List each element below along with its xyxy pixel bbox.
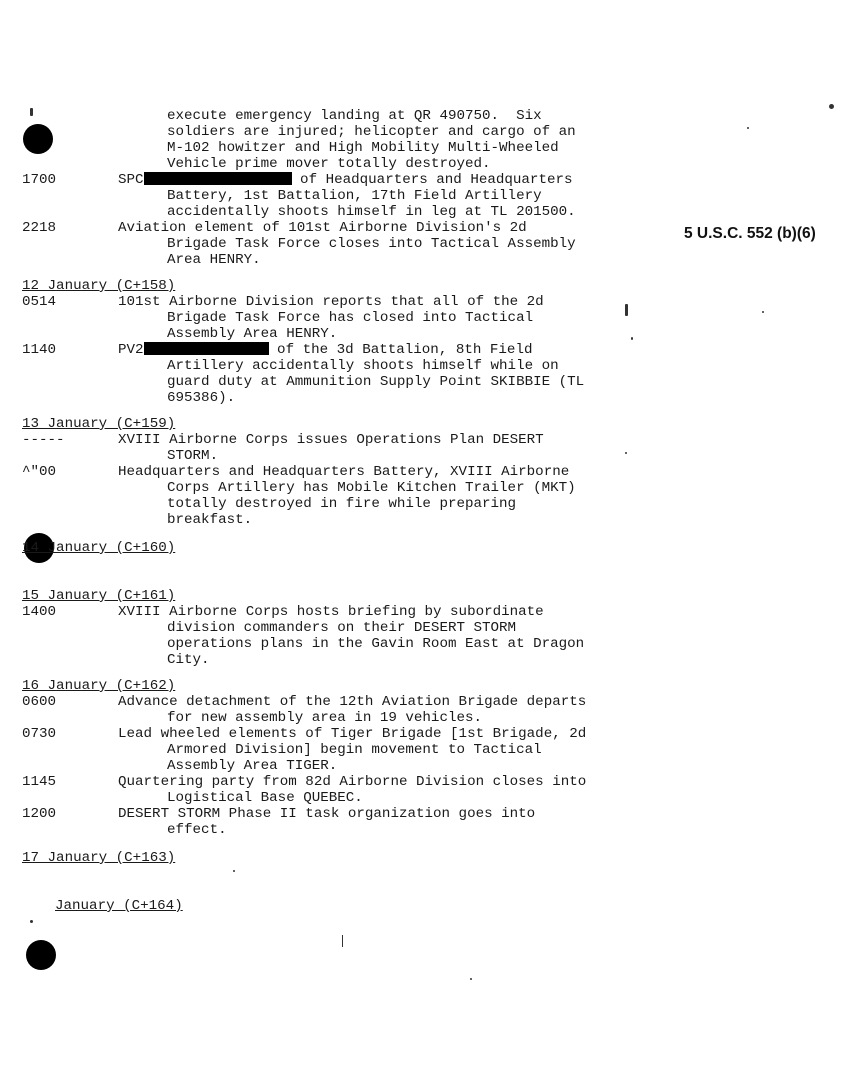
entry-lead-line: XVIII Airborne Corps issues Operations Plan DESERT [118,432,544,448]
entry-lead-line [118,172,573,188]
entry-continuation-line: Brigade Task Force has closed into Tactical [167,310,534,326]
entry-continuation-line: Area HENRY. [167,252,261,268]
foia-exemption-stamp: 5 U.S.C. 552 (b)(6) [684,225,816,242]
entry-lead-text-after-redaction: of the 3d Battalion, 8th Field [268,342,533,358]
scan-speck [747,127,749,129]
entry-lead-line: Lead wheeled elements of Tiger Brigade [1st Brigade, 2d [118,726,587,742]
scan-speck [625,452,627,454]
entry-continuation-line: breakfast. [167,512,253,528]
entry-continuation-line: City. [167,652,210,668]
entry-time: ----- [22,432,65,448]
entry-continuation-line: Logistical Base QUEBEC. [167,790,363,806]
scan-speck [30,108,33,116]
day-header: 15 January (C+161) [22,588,176,604]
redaction-bar [144,172,292,185]
entry-continuation-line: division commanders on their DESERT STORM [167,620,517,636]
entry-continuation-line: Battery, 1st Battalion, 17th Field Artillery [167,188,542,204]
day-header: 14 January (C+160) [22,540,176,556]
entry-continuation-line: execute emergency landing at QR 490750. Six [167,108,542,124]
entry-continuation-line: soldiers are injured; helicopter and cargo of an [167,124,576,140]
entry-lead-line: XVIII Airborne Corps hosts briefing by subordinate [118,604,544,620]
scan-speck [233,870,235,872]
entry-time: 0600 [22,694,57,710]
hole-punch-bottom [26,940,56,970]
entry-lead-line [118,342,532,358]
entry-continuation-line: accidentally shoots himself in leg at TL 201500. [167,204,576,220]
entry-continuation-line: operations plans in the Gavin Room East at Dragon [167,636,585,652]
entry-continuation-line: Assembly Area HENRY. [167,326,338,342]
day-header: 17 January (C+163) [22,850,176,866]
entry-continuation-line: STORM. [167,448,219,464]
day-header: 12 January (C+158) [22,278,176,294]
entry-continuation-line: Assembly Area TIGER. [167,758,338,774]
scan-speck [470,978,472,980]
entry-lead-line: Quartering party from 82d Airborne Division closes into [118,774,587,790]
entry-time: ^"00 [22,464,57,480]
entry-time: 1400 [22,604,57,620]
entry-lead-line: Advance detachment of the 12th Aviation Brigade departs [118,694,587,710]
scan-speck [625,304,628,316]
entry-continuation-line: Brigade Task Force closes into Tactical Assembly [167,236,576,252]
scan-speck [762,311,764,313]
entry-continuation-line: 695386). [167,390,236,406]
entry-time: 0514 [22,294,57,310]
day-header: 13 January (C+159) [22,416,176,432]
redaction-bar [144,342,269,355]
entry-lead-text-after-redaction: of Headquarters and Headquarters [291,172,573,188]
entry-continuation-line: Armored Division] begin movement to Tactical [167,742,542,758]
day-header: January (C+164) [55,898,183,914]
entry-time: 1140 [22,342,57,358]
entry-lead-line: 101st Airborne Division reports that all of the 2d [118,294,544,310]
entry-continuation-line: guard duty at Ammunition Supply Point SKIBBIE (TL [167,374,585,390]
scan-speck [342,935,343,947]
entry-continuation-line: effect. [167,822,227,838]
entry-lead-line: Aviation element of 101st Airborne Division's 2d [118,220,527,236]
entry-continuation-line: totally destroyed in fire while preparing [167,496,517,512]
day-header: 16 January (C+162) [22,678,176,694]
entry-continuation-line: M-102 howitzer and High Mobility Multi-Wheeled [167,140,559,156]
entry-lead-line: Headquarters and Headquarters Battery, XVIII Airborne [118,464,570,480]
entry-lead-text: PV2 [118,342,144,358]
entry-time: 1145 [22,774,57,790]
entry-lead-line: DESERT STORM Phase II task organization goes into [118,806,536,822]
entry-time: 2218 [22,220,57,236]
hole-punch-top [23,124,53,154]
entry-time: 0730 [22,726,57,742]
entry-continuation-line: Artillery accidentally shoots himself while on [167,358,559,374]
entry-continuation-line: for new assembly area in 19 vehicles. [167,710,483,726]
scan-speck [631,337,633,340]
entry-time: 1200 [22,806,57,822]
entry-continuation-line: Corps Artillery has Mobile Kitchen Trailer (MKT) [167,480,576,496]
entry-lead-text: SPC [118,172,144,188]
scan-speck [829,104,834,109]
entry-continuation-line: Vehicle prime mover totally destroyed. [167,156,491,172]
scan-speck [30,920,33,923]
entry-time: 1700 [22,172,57,188]
